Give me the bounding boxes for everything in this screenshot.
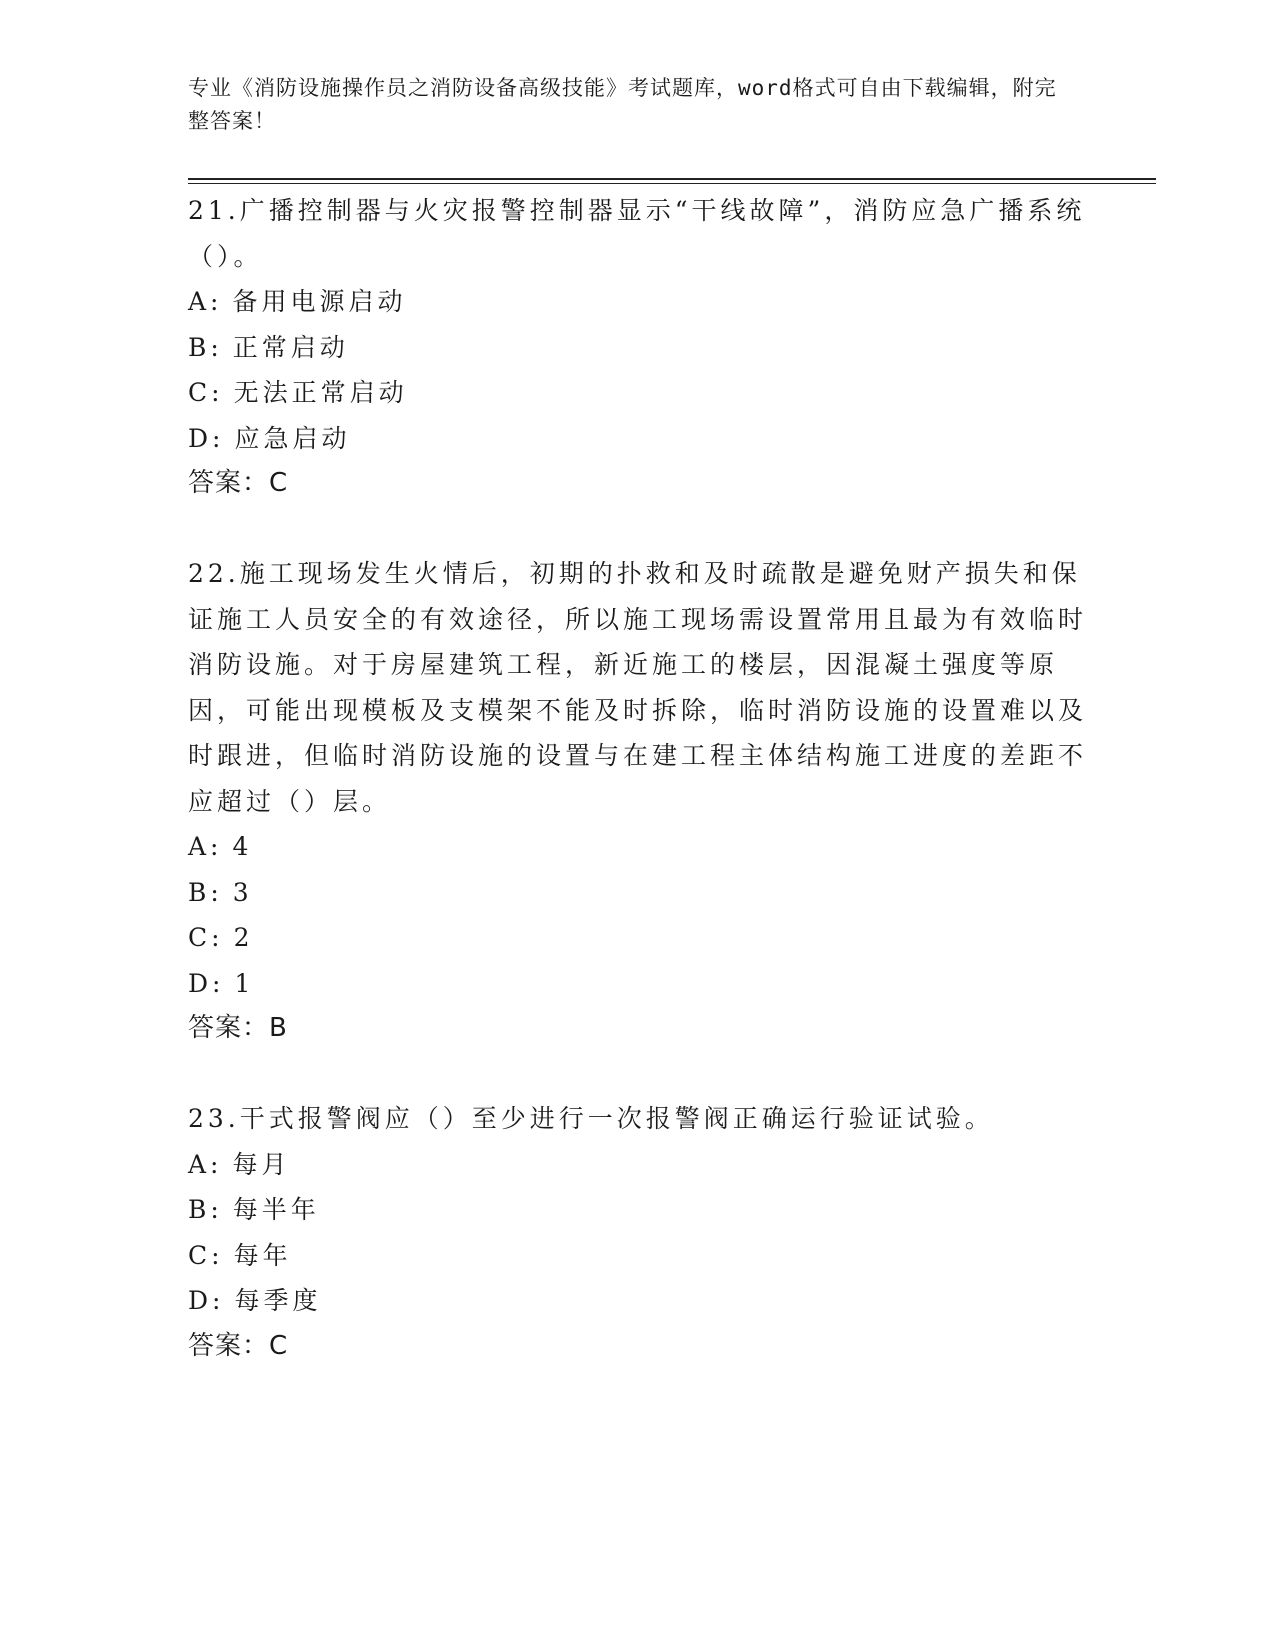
question-number: 23. bbox=[188, 1104, 240, 1133]
option-c bbox=[188, 1233, 1088, 1279]
option-value: 无法正常启动 bbox=[233, 378, 408, 407]
option-d bbox=[188, 1278, 1088, 1324]
option-key: D: bbox=[188, 1286, 225, 1315]
option-d bbox=[188, 961, 1088, 1007]
question-body: 干式报警阀应（）至少进行一次报警阀正确运行验证试验。 bbox=[239, 1104, 994, 1133]
option-key: B: bbox=[188, 332, 223, 362]
question-body: 施工现场发生火情后，初期的扑救和及时疏散是避免财产损失和保证施工人员安全的有效途径，所以施工现场需设置常用且最为有效临时消防设施。对于房屋建筑工程，新近施工的楼层，因混凝土强度等原因，可能出现模板及支模架不能及时拆除，临时消防设施的设置难以及时跟进，但临时消防设施的设置与在建工程主体结构施工进度的差距不应超过（）层。 bbox=[188, 559, 1088, 816]
option-c bbox=[188, 915, 1088, 961]
option-value: 每季度 bbox=[234, 1286, 322, 1315]
option-key: A: bbox=[188, 832, 223, 861]
option-c bbox=[188, 370, 1088, 416]
question-text bbox=[188, 551, 1088, 824]
option-key: C: bbox=[188, 1240, 224, 1270]
option-value: 1 bbox=[234, 968, 255, 998]
option-value: 正常启动 bbox=[232, 332, 349, 362]
option-key: A: bbox=[188, 287, 223, 316]
option-value: 每半年 bbox=[232, 1195, 320, 1224]
question-body: 广播控制器与火灾报警控制器显示“干线故障”，消防应急广播系统（）。 bbox=[188, 196, 1086, 271]
question-21 bbox=[188, 188, 1088, 507]
option-key: A: bbox=[188, 1149, 223, 1179]
option-key: C: bbox=[188, 378, 224, 407]
answer-line: 答案：B bbox=[188, 1013, 288, 1043]
question-23 bbox=[188, 1096, 1088, 1369]
option-key: B: bbox=[188, 1195, 223, 1224]
header-note: 专业《消防设施操作员之消防设备高级技能》考试题库，word格式可自由下载编辑，附完整答案！ bbox=[188, 76, 1057, 133]
option-a bbox=[188, 279, 1088, 325]
option-key: C: bbox=[188, 923, 224, 952]
option-b bbox=[188, 1187, 1088, 1233]
header-divider bbox=[188, 178, 1156, 180]
option-b bbox=[188, 870, 1088, 916]
option-d bbox=[188, 416, 1088, 462]
option-b bbox=[188, 325, 1088, 371]
option-value: 每月 bbox=[232, 1149, 291, 1179]
header-divider-thin bbox=[188, 183, 1156, 184]
option-value: 3 bbox=[232, 877, 253, 907]
option-value: 应急启动 bbox=[234, 423, 351, 453]
option-key: D: bbox=[188, 423, 225, 453]
option-key: D: bbox=[188, 968, 225, 998]
option-value: 2 bbox=[233, 923, 254, 952]
question-number: 21. bbox=[188, 196, 240, 225]
option-a bbox=[188, 1142, 1088, 1188]
option-value: 4 bbox=[232, 832, 253, 861]
question-number: 22. bbox=[188, 559, 240, 588]
question-text bbox=[188, 188, 1088, 279]
answer-line: 答案：C bbox=[188, 468, 289, 498]
option-value: 备用电源启动 bbox=[232, 287, 407, 316]
answer-line: 答案：C bbox=[188, 1330, 289, 1361]
question-text bbox=[188, 1096, 1088, 1142]
question-22 bbox=[188, 551, 1088, 1052]
option-value: 每年 bbox=[233, 1240, 292, 1270]
option-a bbox=[188, 824, 1088, 870]
option-key: B: bbox=[188, 877, 223, 907]
